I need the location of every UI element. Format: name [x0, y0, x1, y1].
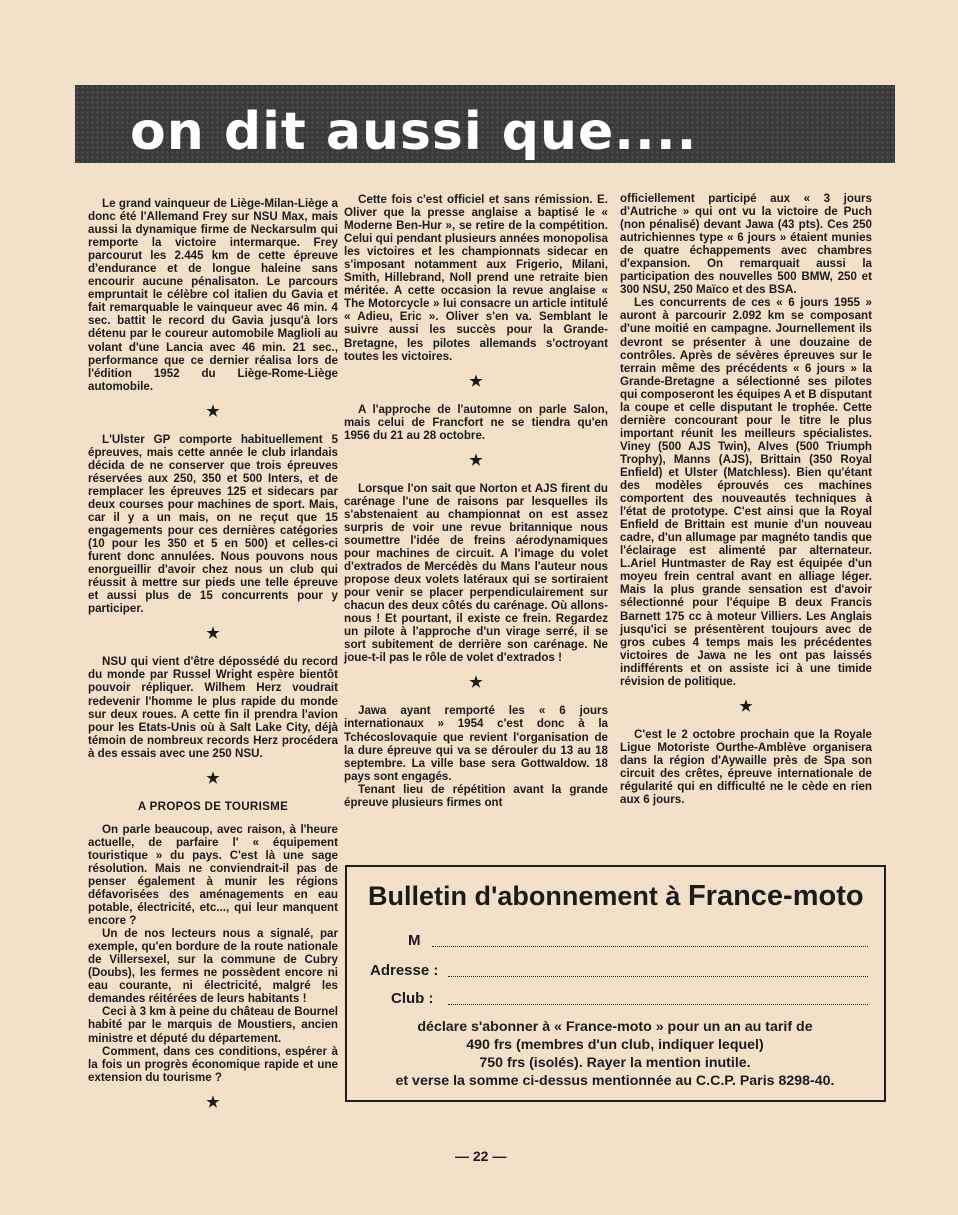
article-paragraph: Lorsque l'on sait que Norton et AJS firent du carénage l'une de raisons par lesquelles ils s'abstenaient au championnat on est assez surpris de voir une revue britannique nous soumettre l'idée de freins aérodynamiques pour machines de circuit. A l'image du volet d'extrados de Mercédès du Mans l'auteur nous propose deux volets latéraux qui se sortiraient pour venir se placer perpendiculairement sur chacun des deux côtés du carénage. Où allons-nous ! Et pourtant, il existe ce frein. Regardez un pilote à l'approche d'un virage serré, il se sort subitement de derrière son carénage. Ne joue-t-il pas le rôle de volet d'extrados !	[344, 481, 608, 665]
page-title: on dit aussi que....	[130, 102, 698, 162]
page-number: — 22 —	[455, 1148, 507, 1164]
subscription-terms	[360, 1018, 870, 1090]
star-separator-icon: ★	[206, 625, 220, 643]
star-separator-icon: ★	[469, 372, 483, 390]
terms-line: et verse la somme ci-dessus mentionnée au C.C.P. Paris 8298-40.	[395, 1073, 835, 1089]
club-field[interactable]	[448, 1004, 868, 1005]
terms-line: 490 frs (membres d'un club, indiquer lequel)	[466, 1037, 764, 1053]
star-separator-icon: ★	[739, 697, 753, 715]
article-paragraph: A l'approche de l'automne on parle Salon, mais celui de Francfort ne se tiendra qu'en 1956 du 21 au 28 octobre.	[344, 402, 608, 442]
article-paragraph: Ceci à 3 km à peine du château de Bournel habité par le marquis de Moustiers, ancien ministre et député du département.	[88, 1005, 338, 1045]
star-separator-icon: ★	[206, 1093, 220, 1111]
article-paragraph: Les concurrents de ces « 6 jours 1955 » auront à parcourir 2.092 km se composant d'une moitié en campagne. Journellement ils devront se présenter à une douzaine de contrôles. Après de sévères épreuves sur le terrain même des précédents « 6 jours » la Grande-Bretagne a sélectionné ses pilotes qui composeront les équipes A et B disputant la coupe et celle disputant le trophée. Cette dernière concourant pour le titre le plus important réunit les meilleurs spécialistes. Viney (500 AJS Twin), Alves (500 Triumph Trophy), Manns (AJS), Brittain (350 Royal Enfield) et Ulster (Matchless). Bien qu'étant des modèles éprouvés ces machines comportent des nouveautés techniques à l'état de prototype. C'est ainsi que la Royal Enfield de Brittain est munie d'un nouveau cadre, d'un allumage par magnéto tandis que l'éclairage est alimenté par alternateur. L.Ariel Huntmaster de Ray est équipée d'un moyeu frein central avant en alliage léger. Mais la plus grande sensation est d'avoir sélectionné pour l'équipe B deux Francis Barnett 175 cc à moteur Villiers. Les Anglais jusqu'ici se présentèrent toujours avec de gros cubes 4 temps mais les précédentes victoires de Jawa ne les ont pas laissés indifférents et on assiste ici à une timide révision de politique.	[620, 296, 872, 688]
address-field[interactable]	[448, 976, 868, 977]
article-paragraph: Le grand vainqueur de Liège-Milan-Liège a donc été l'Allemand Frey sur NSU Max, mais aussi la dynamique firme de Neckarsulm qui remporte la victoire intermarque. Frey parcourut les 2.445 km de cette épreuve d'endurance et de longue haleine sans encourir aucune pénalisaton. Le parcours empruntait le célèbre col italien du Gavia et fait remarquable le vainqueur avec 46 min. 4 sec. battit le record du Gavia jusqu'à lors détenu par le coureur automobile Maglioli au volant d'une Lancia avec 46 min. 21 sec., performance que ce dernier réalisa lors de l'édition 1952 du Liège-Rome-Liège automobile.	[88, 197, 338, 393]
name-field[interactable]	[432, 946, 868, 947]
star-separator-icon: ★	[469, 674, 483, 692]
terms-line: 750 frs (isolés). Rayer la mention inutile.	[479, 1055, 751, 1071]
star-separator-icon: ★	[206, 769, 220, 787]
section-heading: A PROPOS DE TOURISME	[137, 799, 289, 813]
column-3	[620, 192, 872, 806]
article-paragraph: L'Ulster GP comporte habituellement 5 épreuves, mais cette année le club irlandais décida de ne conserver que trois épreuves réservées aux 250, 350 et 500 Inters, et de remplacer les épreuves 125 et sidecars par deux courses pour machines de sport. Mais, car il y a un mais, on ne reçut que 15 engagements pour ces dernières catégories (10 pour les 350 et 5 en 500) et celles-ci furent donc annulées. Nous pouvons nous enorgueillir d'avoir chez nous un club qui réussit à mettre sur pieds une telle épreuve et aussi plus de 15 concurrents pour y participer.	[88, 432, 338, 616]
column-2	[344, 193, 608, 809]
brand-name: France-moto	[687, 880, 864, 912]
article-paragraph: Cette fois c'est officiel et sans rémission. E. Oliver que la presse anglaise a baptisé le « Moderne Ben-Hur », se retire de la compétition. Celui qui pendant plusieurs années monopolisa les victoires et les championnats sidecar en s'imposant notamment aux Frigerio, Milani, Smith, Hillebrand, Noll prend une retraite bien méritée. A cette occasion la revue anglaise « The Motorcycle » lui consacre un article intitulé « Adieu, Eric ». Oliver s'en va. Semblant le suivre aussi les succès pour la Grande-Bretagne, les pilotes allemands s'octroyant toutes les victoires.	[344, 193, 608, 363]
article-paragraph: NSU qui vient d'être dépossédé du record du monde par Russel Wright espère bientôt pouvoir répliquer. Wilhem Herz voudrait redevenir l'homme le plus rapide du monde sur deux roues. A cette fin il prendra l'avion pour les Etats-Unis où à Salt Lake City, déjà témoin de nombreux records Herz procédera à des essais avec une 250 NSU.	[88, 655, 338, 760]
star-separator-icon: ★	[469, 451, 483, 469]
article-paragraph: On parle beaucoup, avec raison, à l'heure actuelle, de parfaire l' « équipement touristique » du pays. C'est là une sage résolution. Mais ne conviendrait-il pas de penser également à munir les régions défavorisées des aménagements en eau potable, électricité, etc..., qui leur manquent encore ?	[88, 822, 338, 928]
article-paragraph: Jawa ayant remporté les « 6 jours internationaux » 1954 c'est donc à la Tchécoslovaquie que revient l'organisation de la dure épreuve qui va se dérouler du 13 au 18 septembre. La ville base sera Gottwaldow. 18 pays sont engagés.	[344, 704, 608, 783]
subscription-title	[368, 880, 864, 913]
article-paragraph: Tenant lieu de répétition avant la grande épreuve plusieurs firmes ont	[344, 782, 608, 809]
star-separator-icon: ★	[206, 402, 220, 420]
article-paragraph: Comment, dans ces conditions, espérer à la fois un progrès économique rapide et une extension du tourisme ?	[88, 1044, 338, 1084]
name-label: M	[408, 932, 421, 949]
column-1	[88, 197, 338, 1124]
article-paragraph: C'est le 2 octobre prochain que la Royale Ligue Motoriste Ourthe-Amblève organisera dans la région d'Aywaille près de Spa son circuit des crêtes, épreuve internationale de régularité qui en difficulté ne le cède en rien aux 6 jours.	[620, 727, 872, 807]
address-label: Adresse :	[370, 962, 439, 979]
terms-line: déclare s'abonner à « France-moto » pour un an au tarif de	[417, 1019, 813, 1035]
article-paragraph: Un de nos lecteurs nous a signalé, par exemple, qu'en bordure de la route nationale de Villersexel, sur la commune de Cubry (Doubs), les fermes ne possèdent encore ni eau courante, ni électricité, malgré les demandes réitérées de leurs habitants !	[88, 927, 338, 1006]
club-label: Club :	[391, 990, 434, 1007]
subscription-title-prefix: Bulletin d'abonnement à	[368, 881, 688, 911]
article-paragraph: officiellement participé aux « 3 jours d'Autriche » qui ont vu la victoire de Puch (non pénalisé) devant Jawa (43 pts). Ces 250 autrichiennes type « 6 jours » étaient munies de quatre échappements avec chambres d'expansion. On remarquait aussi la participation des nouvelles 500 BMW, 250 et 300 NSU, 250 Maïco et des BSA.	[620, 192, 872, 297]
